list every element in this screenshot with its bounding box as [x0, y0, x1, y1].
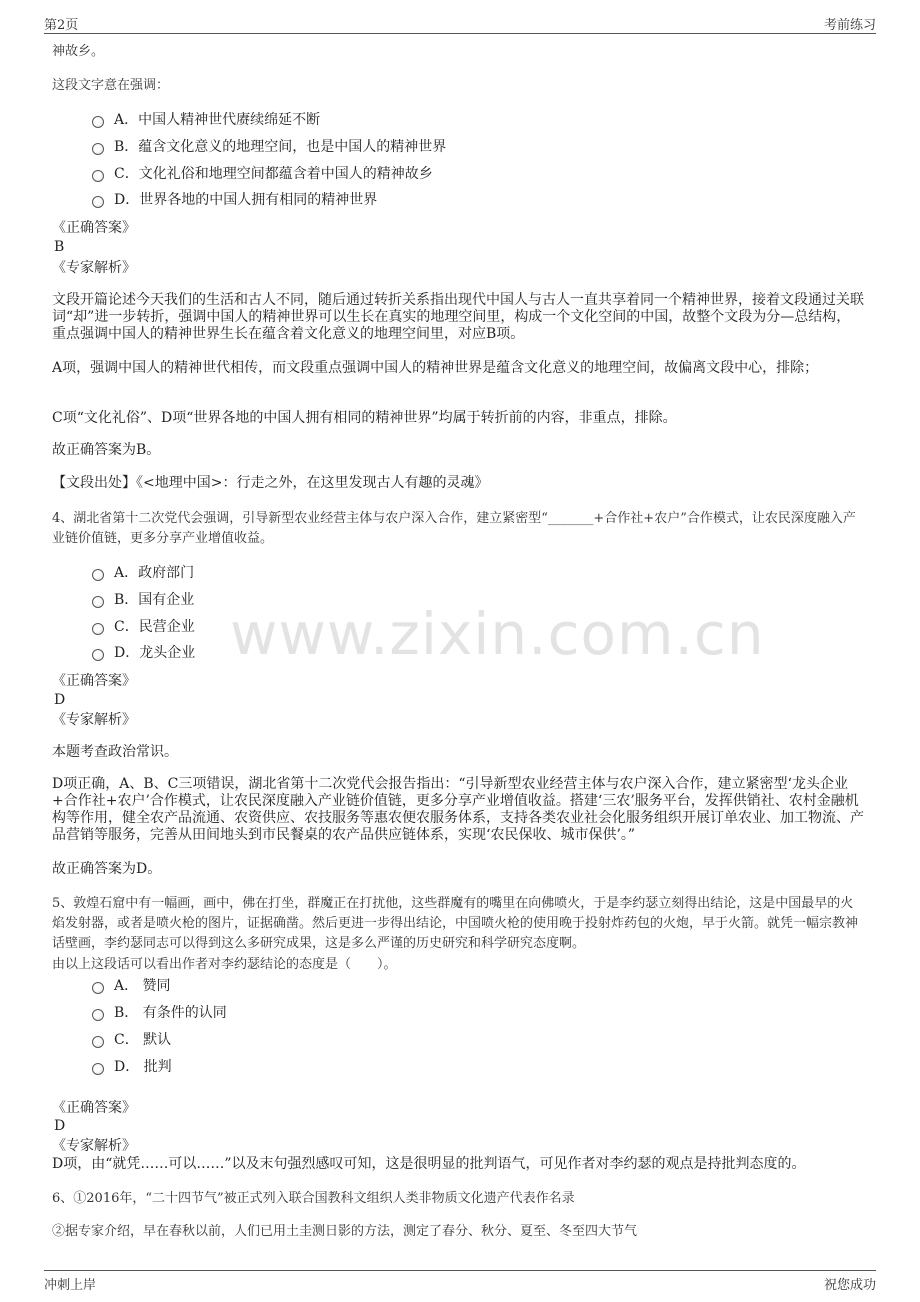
- radio-icon[interactable]: [92, 596, 104, 608]
- q5-option-a[interactable]: A． 赞同: [92, 976, 171, 996]
- radio-icon[interactable]: [92, 196, 104, 208]
- q5-stem: 5、敦煌石窟中有一幅画，画中，佛在打坐，群魔正在打扰他，这些群魔有的嘴里在向佛喷火，于是李约瑟立刻得出结论，这是中国最早的火焰发射器，或者是喷火枪的图片，证据确凿。然后更进一步得出结论，中国喷火枪的使用晚于投射炸药包的火炮，早于火箭。就凭一幅宗教神话壁画，李约瑟同志可以得到这么多研究成果，这是多么严谨的历史研究和科学研究态度啊。: [52, 896, 859, 951]
- q3-option-d[interactable]: D．世界各地的中国人拥有相同的精神世界: [92, 190, 377, 210]
- watermark: www.zixin.com.cn: [230, 600, 765, 668]
- radio-icon[interactable]: [92, 1009, 104, 1021]
- q3-option-c[interactable]: C．文化礼俗和地理空间都蕴含着中国人的精神故乡: [92, 164, 433, 184]
- q3-analysis-para-2: A项，强调中国人的精神世代相传，而文段重点强调中国人的精神世界是蕴含文化意义的地理空间，故偏离文段中心，排除；: [52, 360, 819, 376]
- q3-source: 【文段出处】《<地理中国>：行走之外，在这里发现古人有趣的灵魂》: [52, 475, 489, 491]
- q4-analysis-label: 《专家解析》: [52, 712, 136, 728]
- footer-right: 祝您成功: [823, 1278, 876, 1293]
- q3-analysis-para-1: 文段开篇论述今天我们的生活和古人不同，随后通过转折关系指出现代中国人与古人一直共享着同一个精神世界，接着文段通过关联词“却”进一步转折，强调中国人的精神世界可以生长在真实的地理空间里，构成一个文化空间的中国，故整个文段为分—总结构，重点强调中国人的精神世界生长在蕴含着文化意义的地理空间里，对应B项。: [52, 292, 864, 342]
- q3-answer-label: 《正确答案》: [52, 220, 136, 236]
- radio-icon[interactable]: [92, 143, 104, 155]
- radio-icon[interactable]: [92, 170, 104, 182]
- q4-answer: D: [54, 692, 66, 708]
- q5-answer-label: 《正确答案》: [52, 1100, 136, 1116]
- radio-icon[interactable]: [92, 1063, 104, 1075]
- q4-answer-label: 《正确答案》: [52, 673, 136, 689]
- radio-icon[interactable]: [92, 569, 104, 581]
- radio-icon[interactable]: [92, 1036, 104, 1048]
- q3-option-a[interactable]: A．中国人精神世代赓续绵延不断: [92, 110, 320, 130]
- q4-option-a[interactable]: A．政府部门: [92, 563, 194, 583]
- q3-answer: B: [54, 239, 65, 255]
- footer-left: 冲刺上岸: [44, 1278, 97, 1293]
- q5-question: 由以上这段话可以看出作者对李约瑟结论的态度是（ ）。: [52, 957, 397, 972]
- q6-line-1: 6、①2016年，“二十四节气”被正式列入联合国教科文组织人类非物质文化遗产代表作名录: [52, 1191, 575, 1206]
- q4-analysis-para-1: 本题考查政治常识。: [52, 744, 178, 760]
- q5-analysis: D项，由“就凭……可以……”以及末句强烈感叹可知，这是很明显的批判语气，可见作者对李约瑟的观点是持批判态度的。: [52, 1156, 806, 1172]
- q3-analysis-para-3: C项“文化礼俗”、D项“世界各地的中国人拥有相同的精神世界”均属于转折前的内容，非重点，排除。: [52, 410, 677, 426]
- q5-option-c[interactable]: C． 默认: [92, 1030, 171, 1050]
- q4-analysis-para-3: 故正确答案为D。: [52, 861, 162, 877]
- radio-icon[interactable]: [92, 649, 104, 661]
- q3-prompt: 这段文字意在强调：: [52, 78, 170, 93]
- q5-option-b[interactable]: B． 有条件的认同: [92, 1003, 227, 1023]
- q4-option-c[interactable]: C．民营企业: [92, 617, 195, 637]
- q3-analysis-para-4: 故正确答案为B。: [52, 442, 161, 458]
- q4-option-d[interactable]: D．龙头企业: [92, 643, 195, 663]
- q5-answer: D: [54, 1118, 66, 1134]
- page-header: [44, 14, 876, 34]
- q5-option-d[interactable]: D． 批判: [92, 1057, 172, 1077]
- q6-line-2: ②据专家介绍，早在春秋以前，人们已用土圭测日影的方法，测定了春分、秋分、夏至、冬至四大节气: [52, 1224, 638, 1239]
- radio-icon[interactable]: [92, 116, 104, 128]
- q4-analysis-para-2: D项正确，A、B、C三项错误，湖北省第十二次党代会报告指出：“引导新型农业经营主体与农户深入合作，建立紧密型‘龙头企业+合作社+农户’合作模式，让农民深度融入产业链价值链，更多分享产业增值收益。搭建‘三农’服务平台，发挥供销社、农村金融机构等作用，健全农产品流通、农资供应、农技服务等惠农便农服务体系，支持各类农业社会化服务组织开展订单农业、加工物流、产品营销等服务，完善从田间地头到市民餐桌的农产品供应链体系，实现‘农民保收、城市保供’。”: [52, 776, 864, 843]
- header-title: 考前练习: [823, 18, 876, 33]
- q4-option-b[interactable]: B．国有企业: [92, 590, 194, 610]
- q3-stem-tail: 神故乡。: [52, 44, 105, 59]
- page-footer: [44, 1270, 876, 1291]
- q3-option-b[interactable]: B．蕴含文化意义的地理空间，也是中国人的精神世界: [92, 137, 446, 157]
- radio-icon[interactable]: [92, 982, 104, 994]
- q5-analysis-label: 《专家解析》: [52, 1138, 136, 1154]
- q4-stem: 4、湖北省第十二次党代会强调，引导新型农业经营主体与农户深入合作，建立紧密型“_______+合作社+农户”合作模式，让农民深度融入产业链价值链，更多分享产业增值收益。: [52, 511, 856, 546]
- q3-analysis-label: 《专家解析》: [52, 260, 136, 276]
- radio-icon[interactable]: [92, 623, 104, 635]
- page-number: 第2页: [44, 18, 79, 33]
